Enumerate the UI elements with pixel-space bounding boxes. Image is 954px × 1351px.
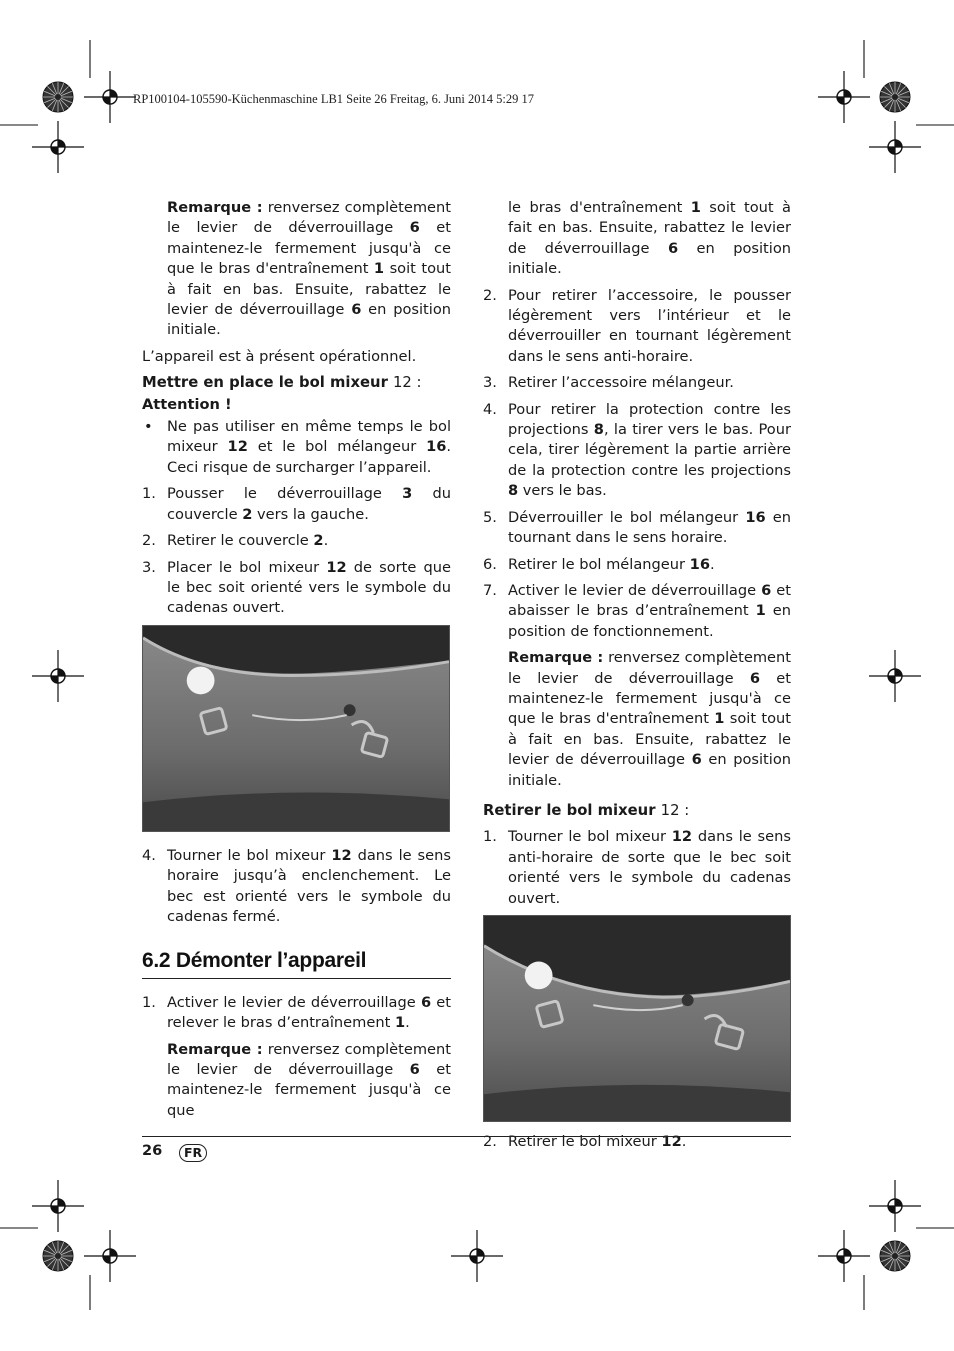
dismantle-step-4: 4. Pour retirer la protection contre les projections 8, la tirer vers le bas. Pour cela, tirer légèrement la partie arrière de la protection contre les projections 8 vers le bas. <box>483 400 791 500</box>
subheading-mettre-en-place: Mettre en place le bol mixeur 12 : <box>142 374 422 392</box>
subheading-retirer: Retirer le bol mixeur 12 : <box>483 801 690 819</box>
dismantle-step-7: 7. Activer le levier de déverrouillage 6 et abaisser le bras d’entraînement 1 en position de fonctionnement. <box>483 581 792 640</box>
left-column <box>142 198 451 1127</box>
footer-rule <box>142 1136 791 1137</box>
attention-label: Attention ! <box>142 395 232 413</box>
note-remarque: Remarque : renversez complètement le levier de déverrouillage 6 et maintenez-le fermement jusqu'à ce que le bras d'entraînement 1 soit tout à fait en bas. Ensuite, rabattez le levier de déverrouillage 6 en position initiale. <box>167 199 451 339</box>
ready-text: L’appareil est à présent opérationnel. <box>142 347 417 365</box>
dismantle-step-3: 3. Retirer l’accessoire mélangeur. <box>483 374 734 392</box>
page-number: 26 <box>142 1142 163 1159</box>
dismantle-step-1: 1. Activer le levier de déverrouillage 6 et relever le bras d’entraînement 1. <box>142 993 451 1032</box>
warning-bullet: • Ne pas utiliser en même temps le bol mixeur 12 et le bol mélangeur 16. Ceci risque de surcharger l’appareil. <box>144 418 452 476</box>
step-3: 3. Placer le bol mixeur 12 de sorte que le bec soit orienté vers le symbole du cadenas ouvert. <box>142 558 451 617</box>
language-badge: FR <box>179 1144 207 1162</box>
remove-step-2: 2. Retirer le bol mixeur 12. <box>483 1133 687 1150</box>
dismantle-step-2: 2. Pour retirer l’accessoire, le pousser légèrement vers l’intérieur et le déverrouiller en tournant légèrement dans le sens anti-horaire. <box>483 286 791 365</box>
dismantle-step-6: 6. Retirer le bol mélangeur 16. <box>483 555 715 573</box>
section-title: 6.2 Démonter l’appareil <box>142 951 451 978</box>
step-2: 2. Retirer le couvercle 2. <box>142 532 329 550</box>
right-column <box>483 198 791 1158</box>
remove-step-1: 1. Tourner le bol mixeur 12 dans le sens anti-horaire de sorte que le bec soit orienté vers le symbole du cadenas ouvert. <box>483 828 791 907</box>
photo-bowl-open-lock <box>142 625 450 832</box>
dismantle-step-5: 5. Déverrouiller le bol mélangeur 16 en tournant dans le sens horaire. <box>483 508 792 547</box>
step-4: 4. Tourner le bol mixeur 12 dans le sens horaire jusqu’à enclenchement. Le bec est orienté vers le symbole du cadenas fermé. <box>142 846 451 925</box>
step-1: 1. Pousser le déverrouillage 3 du couvercle 2 vers la gauche. <box>142 485 452 523</box>
note-remarque-3: Remarque : renversez complètement le levier de déverrouillage 6 et maintenez-le fermement jusqu'à ce que le bras d'entraînement 1 soit tout à fait en bas. Ensuite, rabattez le levier de déverrouillage 6 en position initiale. <box>508 649 792 789</box>
print-header: RP100104-105590-Küchenmaschine LB1 Seite 26 Freitag, 6. Juni 2014 5:29 17 <box>133 92 535 106</box>
photo-bowl-open-lock-2 <box>483 915 791 1122</box>
note-remarque-2: Remarque : renversez complètement le levier de déverrouillage 6 et maintenez-le fermement jusqu'à ce que <box>167 1040 451 1119</box>
note-continuation: le bras d'entraînement 1 soit tout à fait en bas. Ensuite, rabattez le levier de déverrouillage 6 en position initiale. <box>508 199 792 278</box>
